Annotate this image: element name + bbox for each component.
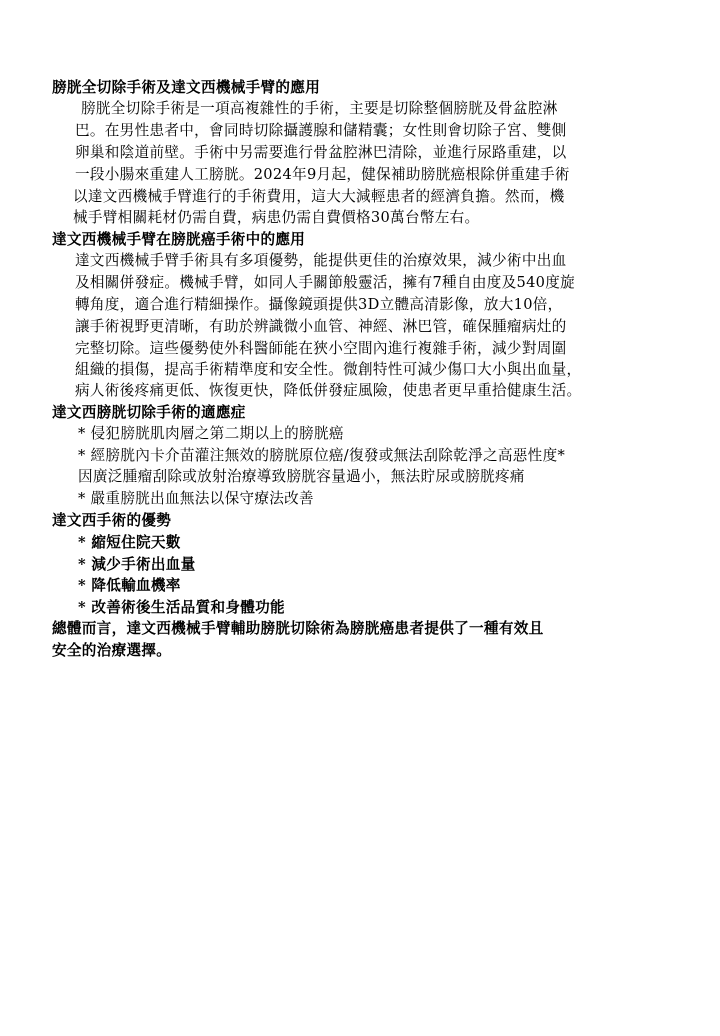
paragraph-line: 轉角度，適合進行精細操作。攝像鏡頭提供3D立體高清影像，放大10倍，: [75, 296, 563, 313]
paragraph-line: 讓手術視野更清晰，有助於辨識微小血管、神經、淋巴管，確保腫瘤病灶的: [75, 318, 567, 335]
bullet-item: * 減少手術出血量: [78, 556, 196, 573]
paragraph-line: 一段小腸來重建人工膀胱。2024年9月起，健保補助膀胱癌根除併重建手術: [75, 166, 570, 183]
conclusion-line: 安全的治療選擇。: [52, 642, 172, 659]
section-title: 達文西機械手臂在膀胱癌手術中的應用: [52, 231, 306, 248]
paragraph-line: 組織的損傷，提高手術精準度和安全性。微創特性可減少傷口大小與出血量，: [75, 361, 582, 378]
paragraph-line: 達文西機械手臂手術具有多項優勢，能提供更佳的治療效果，減少術中出血: [75, 252, 567, 269]
bullet-item: * 縮短住院天數: [78, 534, 181, 551]
bullet-item: * 改善術後生活品質和身體功能: [78, 599, 285, 616]
paragraph-line: 完整切除。這些優勢使外科醫師能在狹小空間內進行複雜手術，減少對周圍: [75, 340, 567, 357]
bullet-item: * 嚴重膀胱出血無法以保守療法改善: [78, 490, 314, 507]
paragraph-line: 膀胱全切除手術是一項高複雜性的手術，主要是切除整個膀胱及骨盆腔淋: [81, 100, 558, 117]
paragraph-line: 卵巢和陰道前壁。手術中另需要進行骨盆腔淋巴清除，並進行尿路重建，以: [75, 144, 567, 161]
paragraph-line: 械手臂相關耗材仍需自費，病患仍需自費價格30萬台幣左右。: [73, 209, 480, 226]
section-title: 達文西手術的優勢: [52, 512, 172, 529]
bullet-item: * 侵犯膀胱肌肉層之第二期以上的膀胱癌: [78, 425, 344, 442]
bullet-item-continuation: 因廣泛腫瘤刮除或放射治療導致膀胱容量過小，無法貯尿或膀胱疼痛: [78, 468, 525, 485]
paragraph-line: 巴。在男性患者中，會同時切除攝護腺和儲精囊；女性則會切除子宮、雙側: [75, 122, 567, 139]
bullet-item: * 經膀胱內卡介苗灌注無效的膀胱原位癌/復發或無法刮除乾淨之高惡性度*: [78, 447, 566, 464]
paragraph-line: 病人術後疼痛更低、恢復更快，降低併發症風險，使患者更早重拾健康生活。: [75, 382, 582, 399]
paragraph-line: 以達文西機械手臂進行的手術費用，這大大減輕患者的經濟負擔。然而，機: [73, 188, 565, 205]
bullet-item: * 降低輸血機率: [78, 577, 181, 594]
paragraph-line: 及相關併發症。機械手臂，如同人手關節般靈活，擁有7種自由度及540度旋: [75, 274, 576, 291]
section-title: 膀胱全切除手術及達文西機械手臂的應用: [52, 79, 321, 96]
section-title: 達文西膀胱切除手術的適應症: [52, 404, 246, 421]
conclusion-line: 總體而言，達文西機械手臂輔助膀胱切除術為膀胱癌患者提供了一種有效且: [52, 620, 544, 637]
